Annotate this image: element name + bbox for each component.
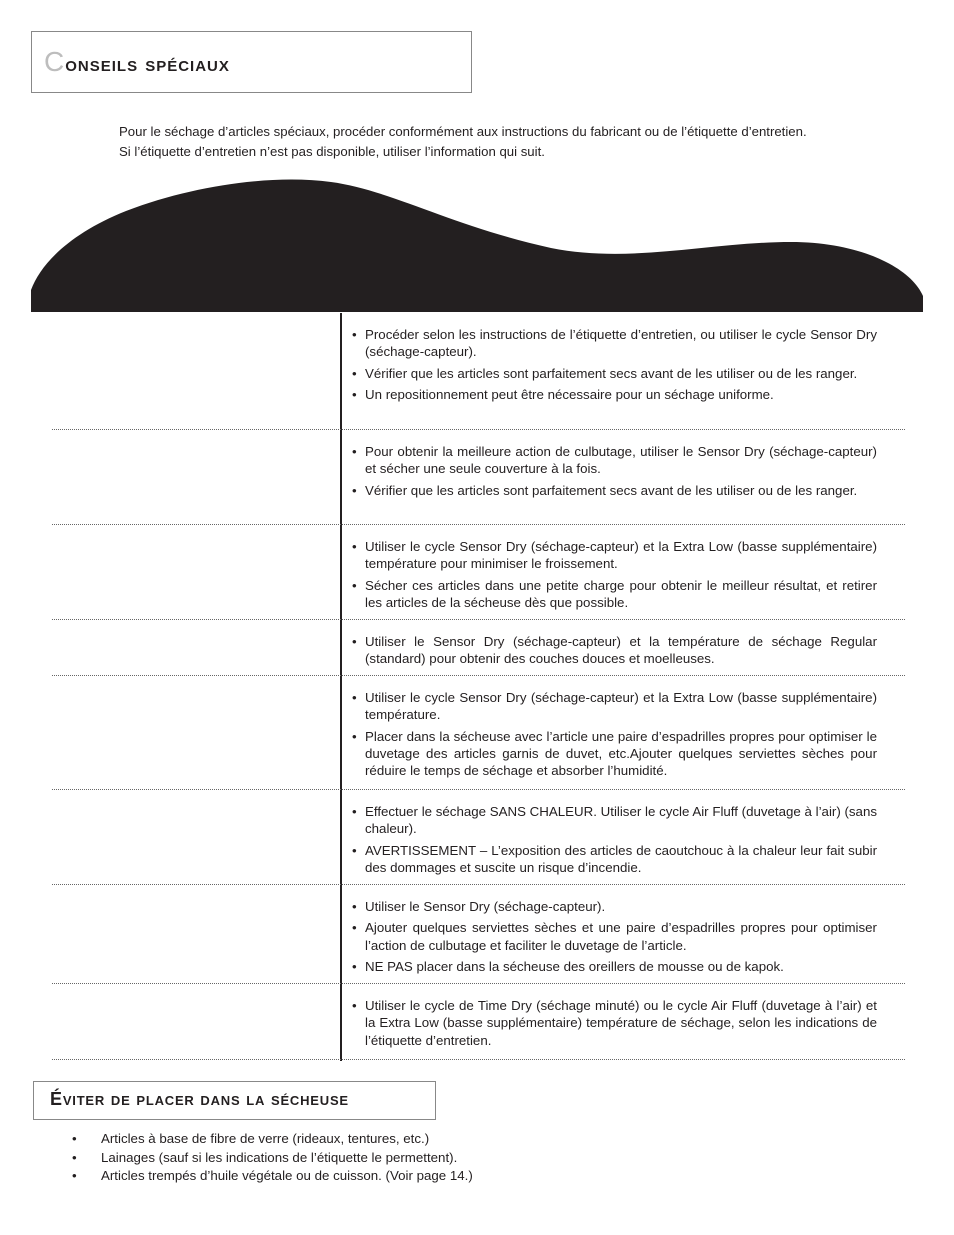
avoid-list — [72, 1130, 772, 1186]
bullet-icon: • — [72, 1131, 77, 1146]
list-item — [352, 958, 877, 975]
wave-shape — [31, 180, 923, 312]
list-item — [352, 842, 877, 877]
list-item-text: Utiliser le cycle de Time Dry (séchage minuté) ou le cycle Air Fluff (duvetage à l’air) et la Extra Low (basse supplémentaire) température de séchage, selon les indications de l’étiquette d’entretien. — [365, 998, 877, 1048]
bullet-icon: • — [352, 998, 357, 1013]
avoid-title-initial: É — [50, 1089, 63, 1109]
bullet-list — [352, 443, 877, 499]
bullet-list — [352, 803, 877, 876]
bullet-list — [352, 538, 877, 611]
bullet-icon: • — [352, 690, 357, 705]
intro-line-1: Pour le séchage d’articles spéciaux, procéder conformément aux instructions du fabricant ou de l’étiquette d’entretien. — [119, 124, 807, 139]
list-item — [352, 633, 877, 668]
section-title-box — [31, 31, 472, 93]
bullet-list — [352, 997, 877, 1049]
row-instructions — [352, 620, 877, 678]
bullet-list — [352, 326, 877, 403]
bullet-icon: • — [352, 842, 357, 858]
title-rest: onseils spéciaux — [65, 51, 230, 76]
list-item — [352, 443, 877, 478]
row-instructions — [352, 984, 877, 1059]
list-item — [352, 386, 877, 403]
list-item-text: Utiliser le Sensor Dry (séchage-capteur). — [365, 899, 606, 914]
list-item — [352, 577, 877, 612]
list-item-text: Vérifier que les articles sont parfaitement secs avant de les utiliser ou de les ranger. — [365, 482, 858, 498]
list-item-text: Utiliser le Sensor Dry (séchage-capteur) et la température de séchage Regular (standard) pour obtenir des couches douces et moelleuses. — [365, 634, 877, 667]
bullet-icon: • — [352, 482, 357, 498]
table-row — [52, 885, 905, 984]
table-row — [52, 620, 905, 676]
row-instructions — [352, 525, 877, 621]
bullet-icon: • — [72, 1168, 77, 1183]
intro-line-2: Si l’étiquette d’entretien n’est pas disponible, utiliser l’information qui suit. — [119, 144, 545, 159]
list-item — [352, 326, 877, 361]
list-item-text: Placer dans la sécheuse avec l’article une paire d’espadrilles propres pour optimiser le duvetage des articles garnis de duvet, etc.Ajouter quelques serviettes sèches pour réduire le temps de séchage et absorber l’humidité. — [365, 728, 877, 779]
row-instructions — [352, 430, 877, 509]
list-item-text: Effectuer le séchage SANS CHALEUR. Utiliser le cycle Air Fluff (duvetage à l’air) (sans chaleur). — [365, 804, 877, 837]
table-row — [52, 676, 905, 790]
table-row — [52, 313, 905, 430]
list-item — [352, 482, 877, 499]
list-item-text: Lainages (sauf si les indications de l’étiquette le permettent). — [101, 1149, 458, 1165]
bullet-list — [352, 633, 877, 668]
bullet-icon: • — [352, 444, 357, 459]
row-instructions — [352, 676, 877, 789]
bullet-icon: • — [352, 634, 357, 649]
list-item — [352, 365, 877, 382]
bullet-icon: • — [72, 1149, 77, 1165]
list-item-text: NE PAS placer dans la sécheuse des oreillers de mousse ou de kapok. — [365, 958, 784, 974]
list-item-text: Sécher ces articles dans une petite charge pour obtenir le meilleur résultat, et retirer les articles de la sécheuse dès que possible. — [365, 577, 877, 610]
list-item-text: Articles trempés d’huile végétale ou de cuisson. (Voir page 14.) — [101, 1168, 473, 1183]
table-row — [52, 790, 905, 885]
bullet-icon: • — [352, 327, 357, 342]
wave-banner — [31, 178, 924, 312]
list-item — [72, 1167, 772, 1186]
list-item-text: Procéder selon les instructions de l’étiquette d’entretien, ou utiliser le cycle Sensor Dry (séchage-capteur). — [365, 327, 877, 360]
row-instructions — [352, 790, 877, 886]
list-item-text: Utiliser le cycle Sensor Dry (séchage-capteur) et la Extra Low (basse supplémentaire) température pour minimiser le froissement. — [365, 539, 877, 572]
avoid-title-rest: viter de placer dans la sécheuse — [62, 1089, 349, 1109]
list-item — [72, 1149, 772, 1168]
bullet-icon: • — [352, 958, 357, 974]
list-item-text: Articles à base de fibre de verre (rideaux, tentures, etc.) — [101, 1131, 430, 1146]
list-item-text: Ajouter quelques serviettes sèches et une paire d’espadrilles propres pour optimiser l’action de culbutage et faciliter le duvetage de l’article. — [365, 920, 877, 953]
list-item-text: Utiliser le cycle Sensor Dry (séchage-capteur) et la Extra Low (basse supplémentaire) température. — [365, 690, 877, 723]
avoid-title — [50, 1089, 349, 1110]
list-item — [352, 997, 877, 1049]
list-item — [352, 803, 877, 838]
avoid-title-box — [33, 1081, 436, 1120]
table-row — [52, 984, 905, 1060]
bullet-icon: • — [352, 386, 357, 402]
bullet-icon: • — [352, 920, 357, 936]
title-initial: C — [44, 46, 66, 77]
row-instructions — [352, 313, 877, 413]
list-item — [352, 919, 877, 954]
list-item-text: Un repositionnement peut être nécessaire pour un séchage uniforme. — [365, 386, 774, 402]
list-item-text: Vérifier que les articles sont parfaitement secs avant de les utiliser ou de les ranger. — [365, 365, 858, 381]
list-item — [72, 1130, 772, 1149]
bullet-list — [352, 898, 877, 975]
list-item — [352, 728, 877, 780]
list-item — [352, 689, 877, 724]
bullet-icon: • — [352, 365, 357, 381]
bullet-icon: • — [352, 728, 357, 744]
bullet-icon: • — [352, 899, 357, 914]
care-table — [52, 313, 905, 1060]
bullet-list — [352, 689, 877, 779]
bullet-icon: • — [352, 804, 357, 819]
list-item-text: Pour obtenir la meilleure action de culbutage, utiliser le Sensor Dry (séchage-capteur) et sécher une seule couverture à la fois. — [365, 444, 877, 477]
list-item — [352, 898, 877, 915]
bullet-icon: • — [352, 539, 357, 554]
list-item-text: AVERTISSEMENT – L’exposition des articles de caoutchouc à la chaleur leur fait subir des dommages et suscite un risque d’incendie. — [365, 842, 877, 875]
table-row — [52, 525, 905, 620]
intro-text — [119, 122, 879, 162]
table-row — [52, 430, 905, 525]
row-instructions — [352, 885, 877, 985]
bullet-icon: • — [352, 577, 357, 593]
list-item — [352, 538, 877, 573]
page-title — [44, 46, 230, 78]
